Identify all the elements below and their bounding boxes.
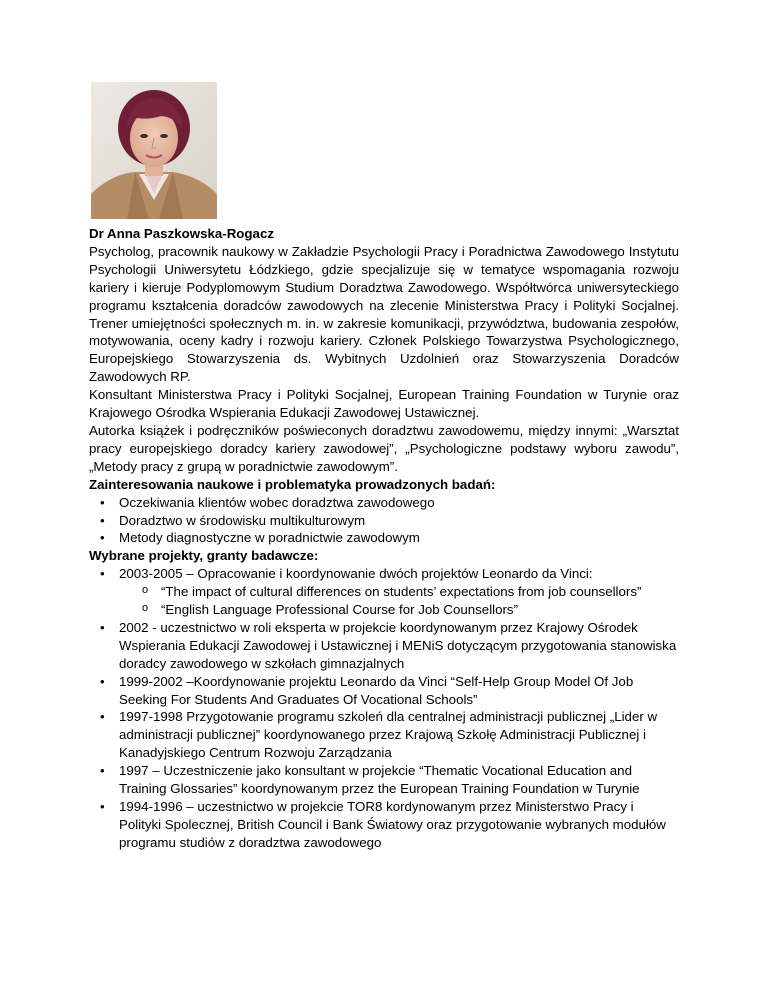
sub-list-item: o “English Language Professional Course for Job Counsellors”	[119, 601, 679, 619]
list-item: • 1994-1996 – uczestnictwo w projekcie TOR8 kordynowanym przez Ministerstwo Pracy i Polityki Spolecznej, British Council i Bank Światowy oraz przygotowanie wybranych modułów programu studiów z doradztwa zawodowego	[89, 798, 679, 852]
interests-heading: Zainteresowania naukowe i problematyka prowadzonych badań:	[89, 476, 496, 492]
list-item: • Doradztwo w środowisku multikulturowym	[89, 512, 679, 530]
projects-list	[89, 565, 679, 852]
list-item: • Metody diagnostyczne w poradnictwie zawodowym	[89, 529, 679, 547]
bio-paragraph: Psycholog, pracownik naukowy w Zakładzie Psychologii Pracy i Poradnictwa Zawodowego Instytutu Psychologii Uniwersytetu Łódzkiego, gdzie specjalizuje się w tematyce wspomagania rozwoju kariery i kieruje Podyplomowym Studium Doradztwa Zawodowego. Współtwórca uniwersyteckiego programu kształcenia doradców zawodowych na zlecenie Ministerstwa Pracy i Polityki Socjalnej. Trener umiejętności społecznych m. in. w zakresie komunikacji, przywództwa, budowania zespołów, motywowania, oceny kadry i rozwoju kariery. Członek Polskiego Towarzystwa Psychologicznego, Europejskiego Stowarzyszenia ds. Wybitnych Uzdolnień oraz Stowarzyszenia Doradców Zawodowych RP.	[89, 243, 679, 385]
sub-list-item: o “The impact of cultural differences on students’ expectations from job counsellors”	[119, 583, 679, 601]
list-item: • 1997 – Uczestniczenie jako konsultant w projekcie “Thematic Vocational Education and Training Glossaries” koordynowanym przez the European Training Foundation w Turynie	[89, 762, 679, 798]
sub-list	[119, 583, 679, 619]
interests-list	[89, 494, 679, 548]
list-item: • 2002 - uczestnictwo w roli eksperta w projekcie koordynowanym przez Krajowy Ośrodek Wspierania Edukacji Zawodowej i Ustawicznej i MENiS dotyczącym przygotowania stanowiska doradcy zawodowego w szkołach gimnazjalnych	[89, 619, 679, 673]
projects-heading: Wybrane projekty, granty badawcze:	[89, 548, 319, 564]
portrait-photo	[91, 82, 217, 219]
bio-paragraph: Konsultant Ministerstwa Pracy i Polityki Socjalnej, European Training Foundation w Turynie oraz Krajowego Ośrodka Wspierania Edukacji Zawodowej Ustawicznej.	[89, 387, 679, 421]
bio-paragraph: Autorka książek i podręczników poświeconych doradztwu zawodowemu, między innymi: „Warsztat pracy europejskiego doradcy kariery zawodowej”, „Psychologiczne podstawy wyboru zawodu”, „Metody pracy z grupą w poradnictwie zawodowym”.	[89, 422, 679, 474]
person-name: Dr Anna Paszkowska-Rogacz	[89, 226, 274, 241]
list-item	[89, 565, 679, 619]
bio-section	[89, 243, 679, 476]
project-text: 2003-2005 – Opracowanie i koordynowanie dwóch projektów Leonardo da Vinci:	[119, 566, 593, 582]
document-body	[89, 225, 679, 852]
list-item: • Oczekiwania klientów wobec doradztwa zawodowego	[89, 494, 679, 512]
list-item: • 1999-2002 –Koordynowanie projektu Leonardo da Vinci “Self-Help Group Model Of Job Seeking For Students And Graduates Of Vocational Schools”	[89, 673, 679, 709]
list-item: • 1997-1998 Przygotowanie programu szkoleń dla centralnej administracji publicznej „Lider w administracji publicznej” koordynowanego przez Krajową Szkołę Administracji Publicznej i Kanadyjskiego Centrum Rozwoju Zarządzania	[89, 708, 679, 762]
